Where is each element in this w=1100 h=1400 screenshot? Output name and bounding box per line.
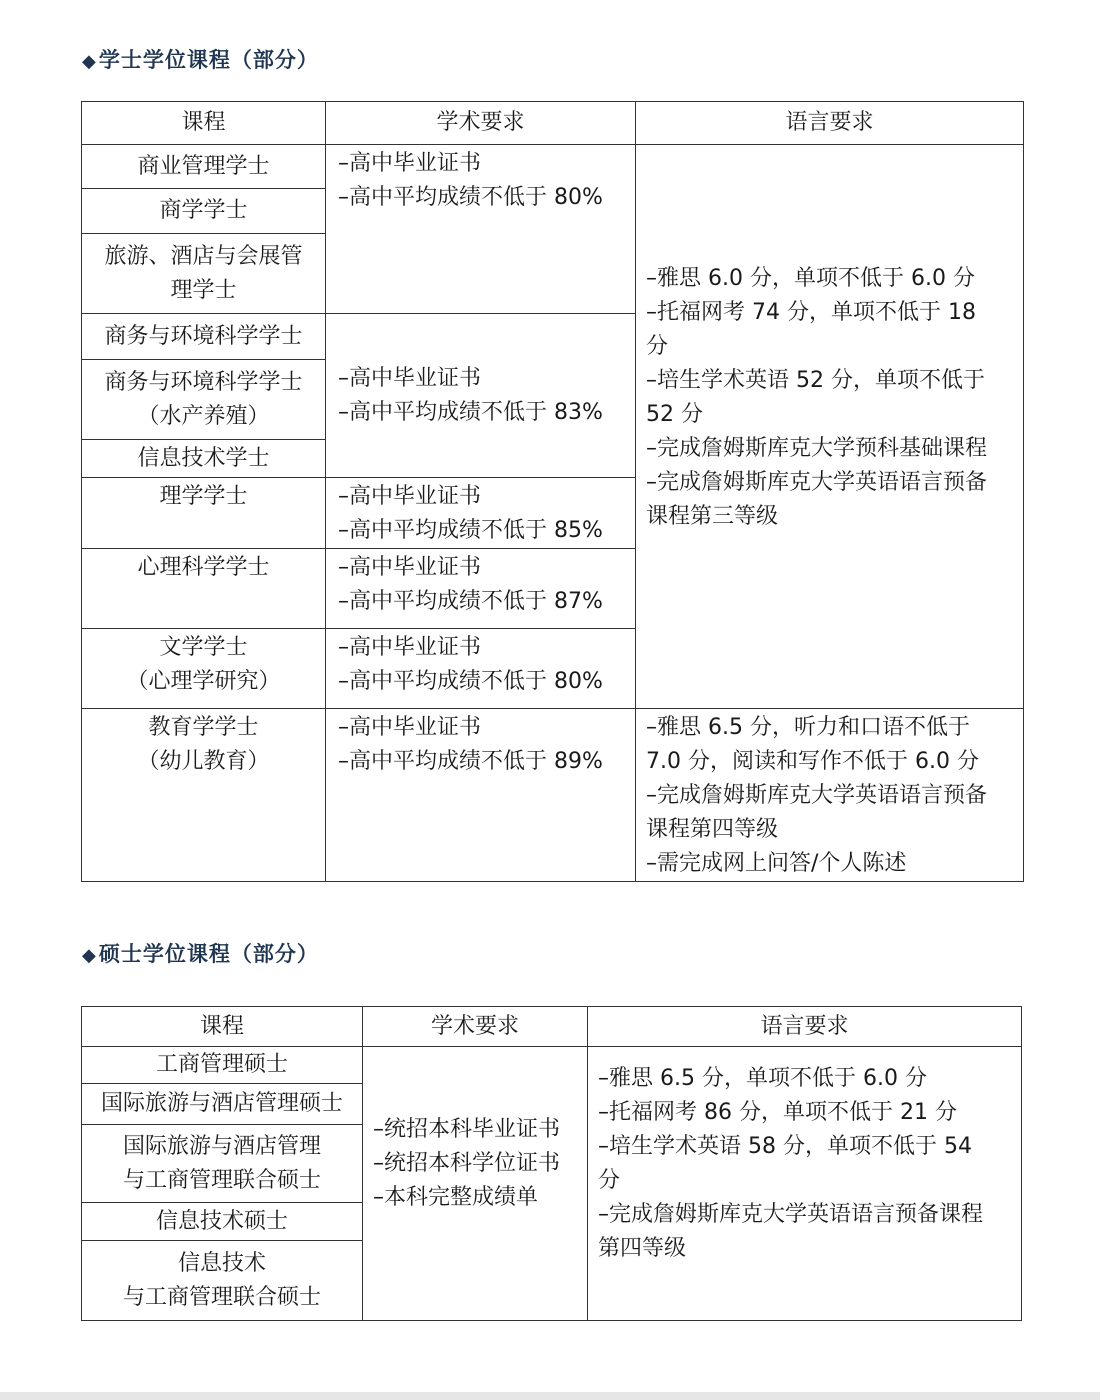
- course-cell: 信息技术 与工商管理联合硕士: [82, 1241, 363, 1321]
- header-language: 语言要求: [588, 1007, 1022, 1047]
- academic-cell: –高中毕业证书 –高中平均成绩不低于 83%: [326, 314, 636, 478]
- academic-cell: –高中毕业证书 –高中平均成绩不低于 80%: [326, 629, 636, 709]
- header-course: 课程: [82, 1007, 363, 1047]
- course-cell: 理学学士: [82, 478, 326, 549]
- academic-cell: –高中毕业证书 –高中平均成绩不低于 87%: [326, 549, 636, 629]
- header-course: 课程: [82, 102, 326, 145]
- course-cell: 教育学学士 （幼儿教育）: [82, 709, 326, 882]
- course-cell: 国际旅游与酒店管理 与工商管理联合硕士: [82, 1125, 363, 1203]
- course-cell: 商务与环境科学学士 （水产养殖）: [82, 360, 326, 440]
- diamond-icon: ◆: [82, 945, 97, 966]
- language-cell: –雅思 6.0 分，单项不低于 6.0 分 –托福网考 74 分，单项不低于 18 分 –培生学术英语 52 分，单项不低于 52 分 –完成詹姆斯库克大学预科基础课程 –完成詹姆斯库克大学英语语言预备 课程第三等级: [636, 145, 1024, 709]
- table-header-row: [82, 1007, 1022, 1047]
- bachelor-heading: ◆学士学位课程（部分）: [82, 48, 319, 72]
- master-heading: ◆硕士学位课程（部分）: [82, 942, 319, 966]
- academic-cell: –统招本科毕业证书 –统招本科学位证书 –本科完整成绩单: [363, 1047, 588, 1321]
- header-language: 语言要求: [636, 102, 1024, 145]
- course-cell: 商学学士: [82, 189, 326, 234]
- header-academic: 学术要求: [326, 102, 636, 145]
- course-cell: 文学学士 （心理学研究）: [82, 629, 326, 709]
- master-table: [81, 1006, 1022, 1321]
- footer-divider: [0, 1392, 1100, 1400]
- language-cell: –雅思 6.5 分，单项不低于 6.0 分 –托福网考 86 分，单项不低于 21 分 –培生学术英语 58 分，单项不低于 54 分 –完成詹姆斯库克大学英语语言预备课程 第四等级: [588, 1047, 1022, 1321]
- course-cell: 信息技术学士: [82, 440, 326, 478]
- table-row: [82, 1047, 1022, 1084]
- header-academic: 学术要求: [363, 1007, 588, 1047]
- course-cell: 商业管理学士: [82, 145, 326, 189]
- bachelor-table: [81, 101, 1024, 882]
- table-header-row: [82, 102, 1024, 145]
- course-cell: 旅游、酒店与会展管 理学士: [82, 234, 326, 314]
- course-cell: 工商管理硕士: [82, 1047, 363, 1084]
- academic-cell: –高中毕业证书 –高中平均成绩不低于 89%: [326, 709, 636, 882]
- table-row: [82, 709, 1024, 882]
- course-cell: 心理科学学士: [82, 549, 326, 629]
- table-row: [82, 145, 1024, 189]
- academic-cell: –高中毕业证书 –高中平均成绩不低于 80%: [326, 145, 636, 314]
- course-cell: 商务与环境科学学士: [82, 314, 326, 360]
- diamond-icon: ◆: [82, 51, 97, 72]
- academic-cell: –高中毕业证书 –高中平均成绩不低于 85%: [326, 478, 636, 549]
- course-cell: 信息技术硕士: [82, 1203, 363, 1241]
- course-cell: 国际旅游与酒店管理硕士: [82, 1084, 363, 1125]
- language-cell: –雅思 6.5 分，听力和口语不低于 7.0 分，阅读和写作不低于 6.0 分 –完成詹姆斯库克大学英语语言预备 课程第四等级 –需完成网上问答/个人陈述: [636, 709, 1024, 882]
